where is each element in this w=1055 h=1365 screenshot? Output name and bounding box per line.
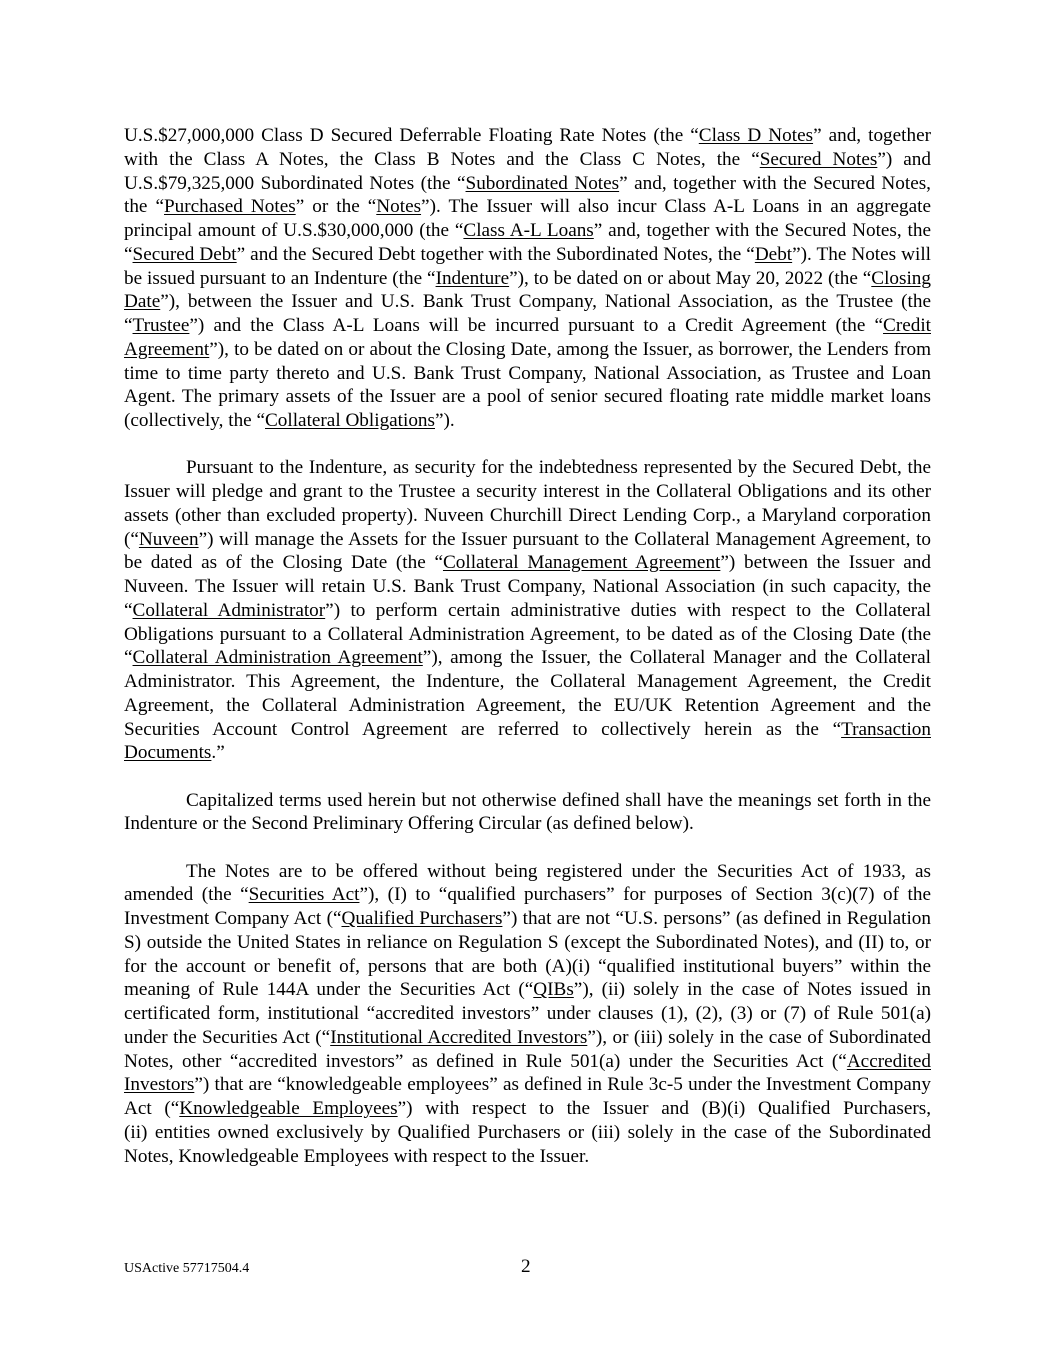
defined-term: Class D Notes (698, 125, 814, 146)
text-run: ”), to be dated on or about the Closing Date, among the Issuer, as borrower, the Lenders from time to time party thereto and U.S. Bank Trust Company, National Association, as Trustee and Loan Agent. The primary assets of the Issuer are a pool of senior secured floating rate middle market loans (collectively, the “ (124, 338, 931, 431)
defined-term: Qualified Purchasers (341, 908, 503, 929)
defined-term: Nuveen (138, 528, 199, 550)
defined-term: Collateral Management Agreement (442, 552, 721, 574)
defined-term: Indenture (435, 267, 510, 289)
text-run: ”), to be dated on or about May 20, 2022 (the “ (509, 267, 872, 289)
text-run: Pursuant to the Indenture, as security for the indebtedness represented by the Secured Debt, the Issuer will pledge and grant to the Trustee a security interest in the Collateral Obligations and its other assets (other than excluded property). Nuveen Churchill Direct Lending Corp., a Maryland corporation (“ (124, 457, 931, 550)
footer-document-id: USActive 57717504.4 (124, 1261, 250, 1276)
text-run: The Notes are to be offered without being registered under the Securities Act of 1933, as amended (the “ (124, 860, 931, 906)
defined-term: Collateral Administration Agreement (132, 647, 423, 669)
text-run: ”) that are “knowledgeable employees” as defined in Rule 3c-5 under the Investment Company Act (“ (124, 1074, 931, 1119)
text-run: ” and the Secured Debt together with the Subordinated Notes, the “ (236, 243, 755, 265)
text-run: ”). (435, 410, 455, 431)
defined-term: Secured Notes (759, 148, 878, 170)
defined-term: Securities Act (248, 884, 360, 906)
defined-term: Institutional Accredited Investors (330, 1026, 588, 1048)
text-run: ”), among the Issuer, the Collateral Manager and the Collateral Administrator. This Agreement, the Indenture, the Collateral Management Agreement, the Credit Agreement, the Collateral Administration Agreement, the EU/UK Retention Agreement and the Securities Account Control Agreement are referred to collectively herein as the “ (124, 647, 931, 740)
text-run: ” and, together with the Secured Notes, the “ (124, 220, 931, 265)
defined-term: Knowledgeable Employees (179, 1098, 398, 1119)
text-run: ” and, together with the Class A Notes, the Class B Notes and the Class C Notes, the “ (124, 125, 932, 170)
defined-term: Collateral Administrator (132, 599, 326, 621)
text-run: ”), or (iii) solely in the case of Subordinated Notes, other “accredited investors” as defined in Rule 501(a) under the Securities Act (“ (124, 1026, 931, 1072)
text-run: ”). The Issuer will also incur Class A-L Loans in an aggregate principal amount of U.S.$30,000,000 (the “ (124, 196, 931, 241)
defined-term: Trustee (132, 315, 190, 336)
text-run: Capitalized terms used herein but not otherwise defined shall have the meanings set forth in the Indenture or the Second Preliminary Offering Circular (as defined below). (124, 789, 931, 835)
paragraph-notes-definitions (124, 124, 931, 433)
text-run: ”) between the Issuer and Nuveen. The Issuer will retain U.S. Bank Trust Company, National Association (in such capacity, the “ (124, 552, 931, 621)
text-run: ”) with respect to the Issuer and (B)(i) Qualified Purchasers, (ii) entities owned exclusively by Qualified Purchasers or (iii) solely in the case of the Subordinated Notes, Knowledgeable Employees with respect to the Issuer. (124, 1098, 931, 1167)
defined-term: Credit Agreement (124, 315, 931, 360)
text-run: ”), (I) to “qualified purchasers” for purposes of Section 3(c)(7) of the Investment Company Act (“ (124, 884, 931, 929)
text-run: ”) and the Class A-L Loans will be incurred pursuant to a Credit Agreement (the “ (189, 315, 884, 336)
text-run: ”) will manage the Assets for the Issuer pursuant to the Collateral Management Agreement, to be dated as of the Closing Date (the “ (124, 528, 931, 574)
defined-term: Subordinated Notes (465, 172, 620, 194)
defined-term: Collateral Obligations (265, 410, 435, 431)
defined-term: Purchased Notes (164, 196, 296, 218)
defined-term: Class A-L Loans (463, 220, 594, 241)
text-run: ”) that are not “U.S. persons” (as defined in Regulation S) outside the United States in reliance on Regulation S (except the Subordinated Notes), and (II) to, or for the account or benefit of, persons that are both (A)(i) “qualified institutional buyers” within the meaning of Rule 144A under the Securities Act (“ (124, 908, 931, 1001)
defined-term: Secured Debt (132, 243, 237, 265)
paragraph-security-and-management (124, 456, 931, 765)
defined-term: Closing Date (124, 267, 931, 313)
text-run: ” or the “ (295, 196, 377, 218)
defined-term: Accredited Investors (124, 1050, 931, 1096)
text-run: ”) and U.S.$79,325,000 Subordinated Notes (the “ (124, 148, 931, 194)
text-run: ”) to perform certain administrative duties with respect to the Collateral Obligations pursuant to a Collateral Administration Agreement, to be dated as of the Closing Date (the “ (124, 599, 931, 669)
paragraph-offering-restrictions (124, 860, 931, 1169)
defined-term: Transaction Documents (124, 718, 931, 764)
page-number: 2 (521, 1256, 531, 1277)
text-run: .” (211, 742, 225, 764)
defined-term: Debt (754, 243, 793, 265)
defined-term: QIBs (533, 979, 574, 1001)
text-run: U.S.$27,000,000 Class D Secured Deferrable Floating Rate Notes (the “ (124, 125, 699, 146)
text-run: ” and, together with the Secured Notes, the “ (124, 172, 931, 218)
text-run: ”), (ii) solely in the case of Notes issued in certificated form, institutional “accredited investors” under clauses (1), (2), (3) or (7) of Rule 501(a) under the Securities Act (“ (124, 979, 931, 1048)
paragraph-capitalized-terms (124, 789, 931, 837)
text-run: ”), between the Issuer and U.S. Bank Trust Company, National Association, as the Trustee (the “ (124, 291, 931, 336)
document-page-body (124, 124, 931, 1168)
text-run: ”). The Notes will be issued pursuant to an Indenture (the “ (124, 243, 931, 289)
defined-term: Notes (376, 196, 422, 218)
